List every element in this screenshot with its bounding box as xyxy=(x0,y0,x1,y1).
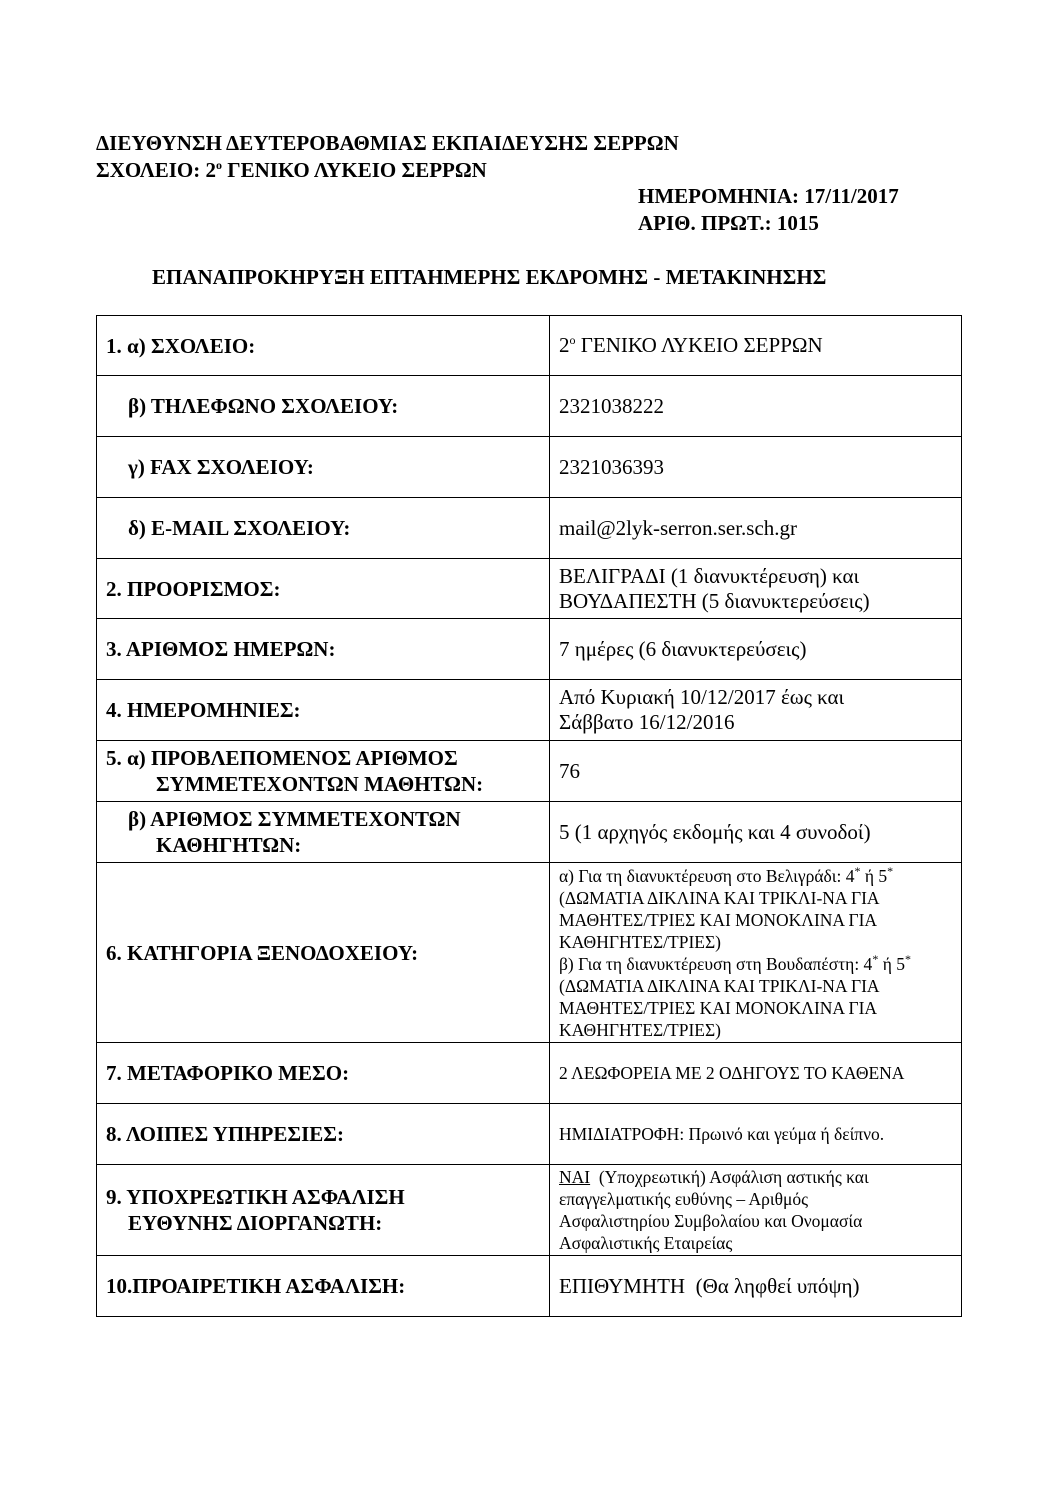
table-row xyxy=(97,498,962,559)
services-label: 8. ΛΟΙΠΕΣ ΥΠΗΡΕΣΙΕΣ: xyxy=(97,1104,550,1165)
dates-line-1: Από Κυριακή 10/12/2017 έως και xyxy=(559,685,845,709)
phone-label xyxy=(97,376,550,437)
destination-value xyxy=(550,559,962,619)
phone-label-text: β) ΤΗΛΕΦΩΝΟ ΣΧΟΛΕΙΟΥ: xyxy=(128,394,399,418)
hotel-a-mid: ή 5 xyxy=(860,865,888,886)
hotel-a-intro: α) Για τη διανυκτέρευση στο Βελιγράδι: 4 xyxy=(559,865,855,886)
transport-value: 2 ΛΕΩΦΟΡΕΙΑ ΜΕ 2 ΟΔΗΓΟΥΣ ΤΟ ΚΑΘΕΝΑ xyxy=(550,1043,962,1104)
fax-label xyxy=(97,437,550,498)
table-row xyxy=(97,863,962,1043)
table-row xyxy=(97,680,962,741)
trip-details-table xyxy=(96,315,962,1317)
days-value: 7 ημέρες (6 διανυκτερεύσεις) xyxy=(550,619,962,680)
insurance-value xyxy=(550,1165,962,1256)
fax-value: 2321036393 xyxy=(550,437,962,498)
school-heading-prefix: ΣΧΟΛΕΙΟ: 2 xyxy=(96,158,217,182)
table-row xyxy=(97,376,962,437)
hotel-b-star-4: * xyxy=(872,951,879,966)
school-label: 1. α) ΣΧΟΛΕΙΟ: xyxy=(97,316,550,376)
hotel-label: 6. ΚΑΤΗΓΟΡΙΑ ΞΕΝΟΔΟΧΕΙΟΥ: xyxy=(97,863,550,1043)
school-value xyxy=(550,316,962,376)
hotel-value xyxy=(550,863,962,1043)
teachers-label xyxy=(97,802,550,863)
teachers-value: 5 (1 αρχηγός εκδομής και 4 συνοδοί) xyxy=(550,802,962,863)
table-row xyxy=(97,437,962,498)
hotel-b-line-3: ΜΑΘΗΤΕΣ/ΤΡΙΕΣ ΚΑΙ ΜΟΝΟΚΛΙΝΑ ΓΙΑ xyxy=(559,997,878,1018)
document-date: ΗΜΕΡΟΜΗΝΙΑ: 17/11/2017 xyxy=(638,184,899,208)
dates-value xyxy=(550,680,962,741)
days-label: 3. ΑΡΙΘΜΟΣ ΗΜΕΡΩΝ: xyxy=(97,619,550,680)
table-row xyxy=(97,1043,962,1104)
insurance-line-4: Ασφαλιστικής Εταιρείας xyxy=(559,1233,733,1253)
hotel-a-line-3: ΜΑΘΗΤΕΣ/ΤΡΙΕΣ ΚΑΙ ΜΟΝΟΚΛΙΝΑ ΓΙΑ xyxy=(559,909,878,930)
optional-insurance-label: 10.ΠΡΟΑΙΡΕΤΙΚΗ ΑΣΦΑΛΙΣΗ: xyxy=(97,1256,550,1317)
school-heading xyxy=(96,158,487,183)
hotel-a-line-2: (ΔΩΜΑΤΙΑ ΔΙΚΛΙΝΑ ΚΑΙ ΤΡΙΚΛΙ-ΝΑ ΓΙΑ xyxy=(559,887,880,908)
insurance-label-line-1: 9. ΥΠΟΧΡΕΩΤΙΚΗ ΑΣΦΑΛΙΣΗ xyxy=(106,1185,405,1209)
email-value[interactable]: mail@2lyk-serron.ser.sch.gr xyxy=(550,498,962,559)
table-row xyxy=(97,741,962,802)
insurance-yes: ΝΑΙ xyxy=(559,1167,591,1187)
email-label-text: δ) E-MAIL ΣΧΟΛΕΙΟΥ: xyxy=(128,516,351,540)
hotel-a-line-1 xyxy=(559,865,952,887)
students-label-line-2: ΣΥΜΜΕΤΕΧΟΝΤΩΝ ΜΑΘΗΤΩΝ: xyxy=(156,772,484,796)
insurance-line-1-rest: (Υποχρεωτική) Ασφάλιση αστικής και xyxy=(590,1167,869,1187)
school-heading-superscript: ο xyxy=(216,158,223,172)
students-label xyxy=(97,741,550,802)
phone-value: 2321038222 xyxy=(550,376,962,437)
protocol-number: ΑΡΙΘ. ΠΡΩΤ.: 1015 xyxy=(638,211,819,235)
table-row xyxy=(97,559,962,619)
students-value: 76 xyxy=(550,741,962,802)
insurance-line-2: επαγγελματικής ευθύνης – Αριθμός xyxy=(559,1189,809,1209)
directorate-heading: ΔΙΕΥΘΥΝΣΗ ΔΕΥΤΕΡΟΒΑΘΜΙΑΣ ΕΚΠΑΙΔΕΥΣΗΣ ΣΕΡΡΩΝ xyxy=(96,131,679,155)
hotel-a-line-4: ΚΑΘΗΓΗΤΕΣ/ΤΡΙΕΣ) xyxy=(559,931,721,952)
insurance-label-line-2: ΕΥΘΥΝΗΣ ΔΙΟΡΓΑΝΩΤΗ: xyxy=(128,1211,383,1235)
document-title: ΕΠΑΝΑΠΡΟΚΗΡΥΞΗ ΕΠΤΑΗΜΕΡΗΣ ΕΚΔΡΟΜΗΣ - ΜΕΤΑΚΙΝΗΣΗΣ xyxy=(152,265,827,289)
destination-label: 2. ΠΡΟΟΡΙΣΜΟΣ: xyxy=(97,559,550,619)
insurance-line-1 xyxy=(559,1166,952,1188)
table-row xyxy=(97,619,962,680)
teachers-label-line-1: β) ΑΡΙΘΜΟΣ ΣΥΜΜΕΤΕΧΟΝΤΩΝ xyxy=(128,807,461,831)
dates-line-2: Σάββατο 16/12/2016 xyxy=(559,710,735,734)
school-value-suffix: ΓΕΝΙΚΟ ΛΥΚΕΙΟ ΣΕΡΡΩΝ xyxy=(575,333,823,357)
hotel-b-line-2: (ΔΩΜΑΤΙΑ ΔΙΚΛΙΝΑ ΚΑΙ ΤΡΙΚΛΙ-ΝΑ ΓΙΑ xyxy=(559,975,880,996)
table-row xyxy=(97,1256,962,1317)
hotel-b-intro: β) Για τη διανυκτέρευση στη Βουδαπέστη: 4 xyxy=(559,953,873,974)
optional-insurance-value: ΕΠΙΘΥΜΗΤΗ (Θα ληφθεί υπόψη) xyxy=(550,1256,962,1317)
school-value-superscript: ο xyxy=(569,333,576,347)
insurance-label xyxy=(97,1165,550,1256)
hotel-b-line-1 xyxy=(559,953,952,975)
hotel-b-mid: ή 5 xyxy=(878,953,905,974)
school-heading-suffix: ΓΕΝΙΚΟ ΛΥΚΕΙΟ ΣΕΡΡΩΝ xyxy=(222,158,487,182)
students-label-line-1: 5. α) ΠΡΟΒΛΕΠΟΜΕΝΟΣ ΑΡΙΘΜΟΣ xyxy=(106,746,458,770)
destination-line-1: ΒΕΛΙΓΡΑΔΙ (1 διανυκτέρευση) και xyxy=(559,563,860,588)
table-row xyxy=(97,802,962,863)
table-row xyxy=(97,316,962,376)
table-row xyxy=(97,1104,962,1165)
hotel-b-star-5: * xyxy=(904,951,911,966)
insurance-line-3: Ασφαλιστηρίου Συμβολαίου και Ονομασία xyxy=(559,1211,863,1231)
hotel-b-line-4: ΚΑΘΗΓΗΤΕΣ/ΤΡΙΕΣ) xyxy=(559,1019,721,1040)
email-label xyxy=(97,498,550,559)
hotel-a-star-4: * xyxy=(854,863,861,878)
table-row xyxy=(97,1165,962,1256)
destination-line-2: ΒΟΥΔΑΠΕΣΤΗ (5 διανυκτερεύσεις) xyxy=(559,588,870,613)
transport-label: 7. ΜΕΤΑΦΟΡΙΚΟ ΜΕΣΟ: xyxy=(97,1043,550,1104)
services-value: ΗΜΙΔΙΑΤΡΟΦΗ: Πρωινό και γεύμα ή δείπνο. xyxy=(550,1104,962,1165)
dates-label: 4. ΗΜΕΡΟΜΗΝΙΕΣ: xyxy=(97,680,550,741)
fax-label-text: γ) FAX ΣΧΟΛΕΙΟΥ: xyxy=(128,455,314,479)
hotel-a-star-5: * xyxy=(887,863,894,878)
teachers-label-line-2: ΚΑΘΗΓΗΤΩΝ: xyxy=(156,833,302,857)
school-value-prefix: 2 xyxy=(559,333,570,357)
